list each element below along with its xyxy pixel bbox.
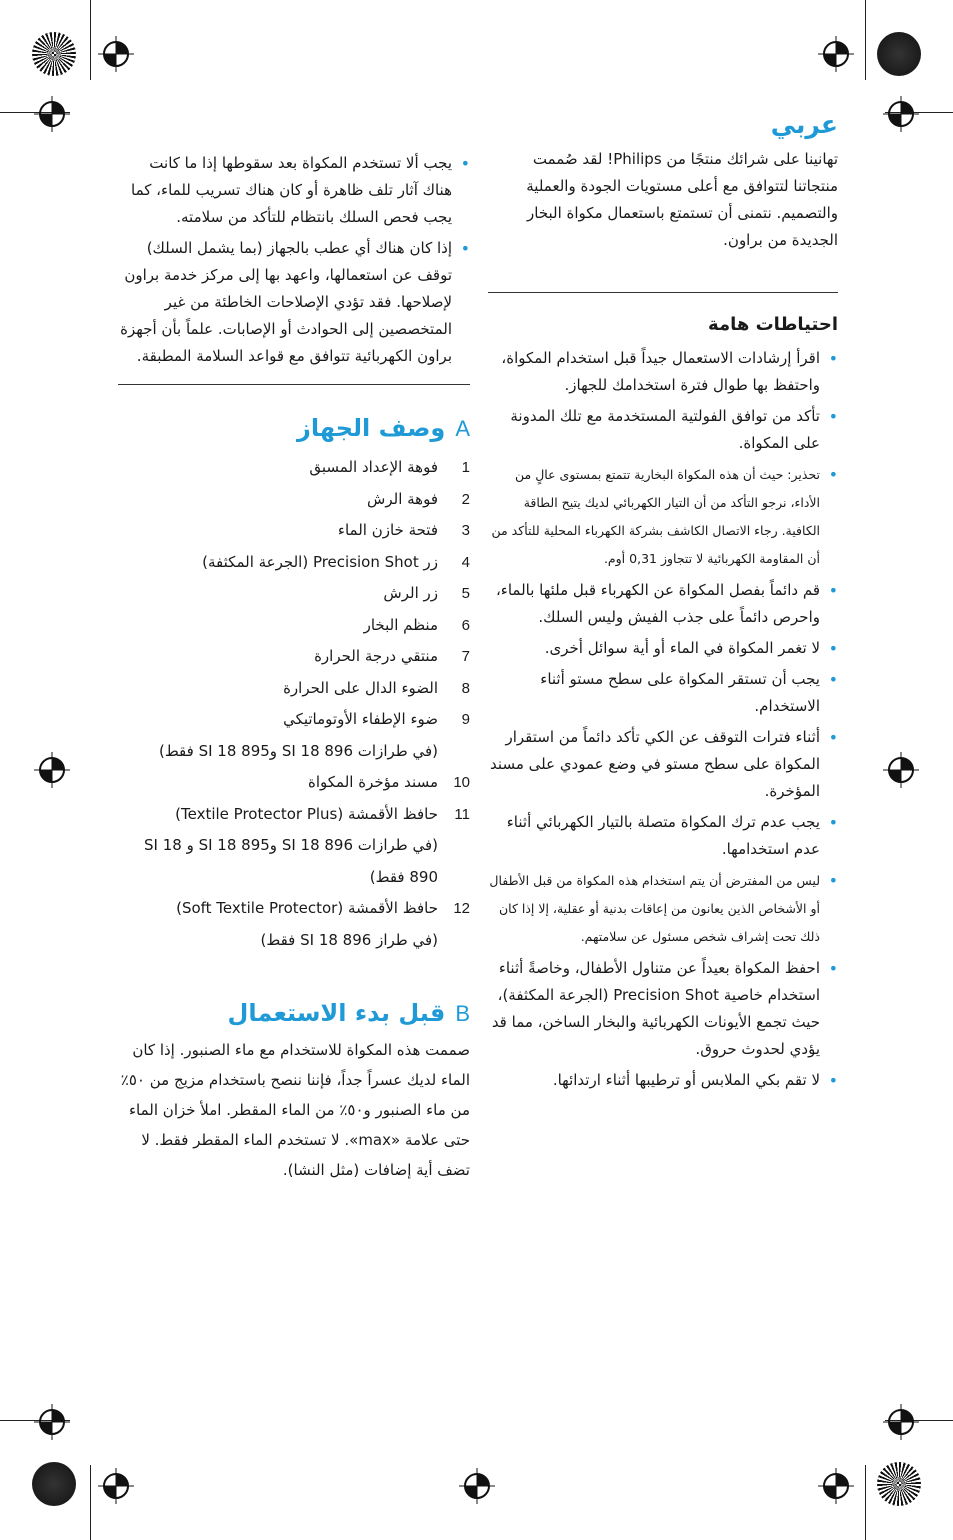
color-bar-star-icon [877, 1462, 921, 1506]
list-item: 1 فوهة الإعداد المسبق [309, 458, 470, 476]
list-item: 2 فوهة الرش [367, 489, 470, 508]
safety-list-continued [118, 150, 470, 370]
registration-mark-icon [98, 1468, 134, 1504]
intro-paragraph: تهانينا على شرائك منتجًا من Philips! لقد صُممت منتجاتنا لتتوافق مع أعلى مستويات الجودة والعملية والتصميم. نتمنى أن تستمتع باستعمال مكواة البخار الجديدة من براون. [526, 150, 838, 249]
registration-mark-icon [883, 96, 919, 132]
list-item: • لا تقم بكي الملابس أو ترطيبها أثناء ارتدائها. [488, 1067, 838, 1094]
page-title: عربي [770, 110, 838, 139]
before-use-paragraph: صممت هذه المكواة للاستخدام مع ماء الصنبور. إذا كان الماء لديك عسراً جداً، فإننا ننصح باستخدام مزيج من ٥٠٪ من ماء الصنبور و٥٠٪ من الماء المقطر. املأ خزان الماء حتى علامة «max». لا تستخدم الماء المقطر فقط. لا تضف أية إضافات (مثل النشا). [120, 1041, 470, 1179]
safety-heading: احتياطات هامة [708, 314, 838, 335]
list-item: • أثناء فترات التوقف عن الكي تأكد دائماً من استقرار المكواة على سطح مستو في وضع عمودي على مسند المؤخرة. [488, 724, 838, 805]
list-item: 5 زر الرش [383, 584, 470, 602]
color-bar-dot-icon [877, 32, 921, 76]
list-item: • قم دائماً بفصل المكواة عن الكهرباء قبل ملئها بالماء، واحرص دائماً على جذب الفيش وليس السلك. [488, 577, 838, 631]
parts-list [118, 452, 470, 956]
list-item: 6 منظم البخار [363, 615, 470, 634]
section-title: قبل بدء الاستعمال [227, 999, 446, 1027]
list-item: 7 منتقي درجة الحرارة [314, 647, 470, 665]
section-letter: A [455, 416, 470, 441]
list-item: • ليس من المفترض أن يتم استخدام هذه المكواة من قبل الأطفال أو الأشخاص الذين يعانون من إعاقات بدنية أو عقلية، إلا إذا كان ذلك تحت إشراف شخص مسئول عن سلامتهم. [488, 867, 838, 951]
safety-list [488, 345, 838, 1094]
section-letter: B [455, 1001, 470, 1026]
list-item: 8 الضوء الدال على الحرارة [283, 678, 470, 697]
color-bar-dot-icon [32, 1462, 76, 1506]
crop-line [865, 1465, 866, 1540]
crop-line [90, 1465, 91, 1540]
parts-heading [118, 411, 470, 446]
registration-mark-icon [883, 1404, 919, 1440]
list-item: • اقرأ إرشادات الاستعمال جيداً قبل استخدام المكواة، واحتفظ بها طوال فترة استخدامك للجهاز. [488, 345, 838, 399]
list-item: • لا تغمر المكواة في الماء أو أية سوائل أخرى. [488, 635, 838, 662]
registration-mark-icon [98, 36, 134, 72]
list-item: • يجب عدم ترك المكواة متصلة بالتيار الكهربائي أثناء عدم استخدامها. [488, 809, 838, 863]
list-item: 4 زر Precision Shot (الجرعة المكثفة) [202, 552, 470, 571]
registration-mark-icon [818, 36, 854, 72]
list-item: • احفظ المكواة بعيداً عن متناول الأطفال، وخاصةً أثناء استخدام خاصية Precision Shot (الجرعة المكثفة)، حيث تجمع الأيونات الكهربائية والبخار الساخن، مما قد يؤدي لحدوث حروق. [488, 955, 838, 1063]
list-item: 12 حافظ الأقمشة (Soft Textile Protector) (في طراز SI 18 896 فقط) [176, 899, 470, 949]
registration-mark-icon [34, 752, 70, 788]
list-item: • يجب أن تستقر المكواة على سطح مستو أثناء الاستخدام. [488, 666, 838, 720]
left-column [118, 150, 470, 1185]
crop-line [865, 0, 866, 80]
registration-mark-icon [459, 1468, 495, 1504]
color-bar-star-icon [32, 32, 76, 76]
registration-mark-icon [34, 96, 70, 132]
list-item: • تحذير: حيث أن هذه المكواة البخارية تتمتع بمستوى عالٍ من الأداء، نرجو التأكد من أن التيار الكهربائي لديك يتيح الطاقة الكافية. رجاء الاتصال الكاشف بشركة الكهرباء المحلية للتأكد من أن المقاومة الكهربائية لا تتجاوز 0,31 أوم. [488, 461, 838, 573]
list-item: 10 مسند مؤخرة المكواة [307, 773, 470, 791]
list-item: 11 حافظ الأقمشة (Textile Protector Plus) (في طرازات SI 18 896 وSI 18 895 و SI 18 890 فقط) [144, 804, 470, 886]
list-item: 3 فتحة خازن الماء [337, 521, 470, 539]
list-item: • تأكد من توافق الفولتية المستخدمة مع تلك المدونة على المكواة. [488, 403, 838, 457]
registration-mark-icon [34, 1404, 70, 1440]
section-divider [118, 384, 470, 385]
section-divider [488, 292, 838, 293]
list-item: 9 ضوء الإطفاء الأوتوماتيكي (في طرازات SI 18 896 وSI 18 895 فقط) [158, 710, 470, 760]
section-title: وصف الجهاز [297, 414, 446, 442]
right-column [488, 108, 838, 1098]
before-use-heading [118, 996, 470, 1031]
registration-mark-icon [818, 1468, 854, 1504]
list-item: • إذا كان هناك أي عطب بالجهاز (بما يشمل السلك) توقف عن استعمالها، واعهد بها إلى مركز خدمة براون لإصلاحها. فقد تؤدي الإصلاحات الخاطئة من غير المتخصصين إلى الحوادث أو الإصابات. علماً بأن أجهزة براون الكهربائية تتوافق مع قواعد السلامة المطبقة. [118, 235, 470, 370]
registration-mark-icon [883, 752, 919, 788]
crop-line [90, 0, 91, 80]
list-item: • يجب ألا تستخدم المكواة بعد سقوطها إذا ما كانت هناك آثار تلف ظاهرة أو كان هناك تسريب للماء، كما يجب فحص السلك بانتظام للتأكد من سلامته. [118, 150, 470, 231]
